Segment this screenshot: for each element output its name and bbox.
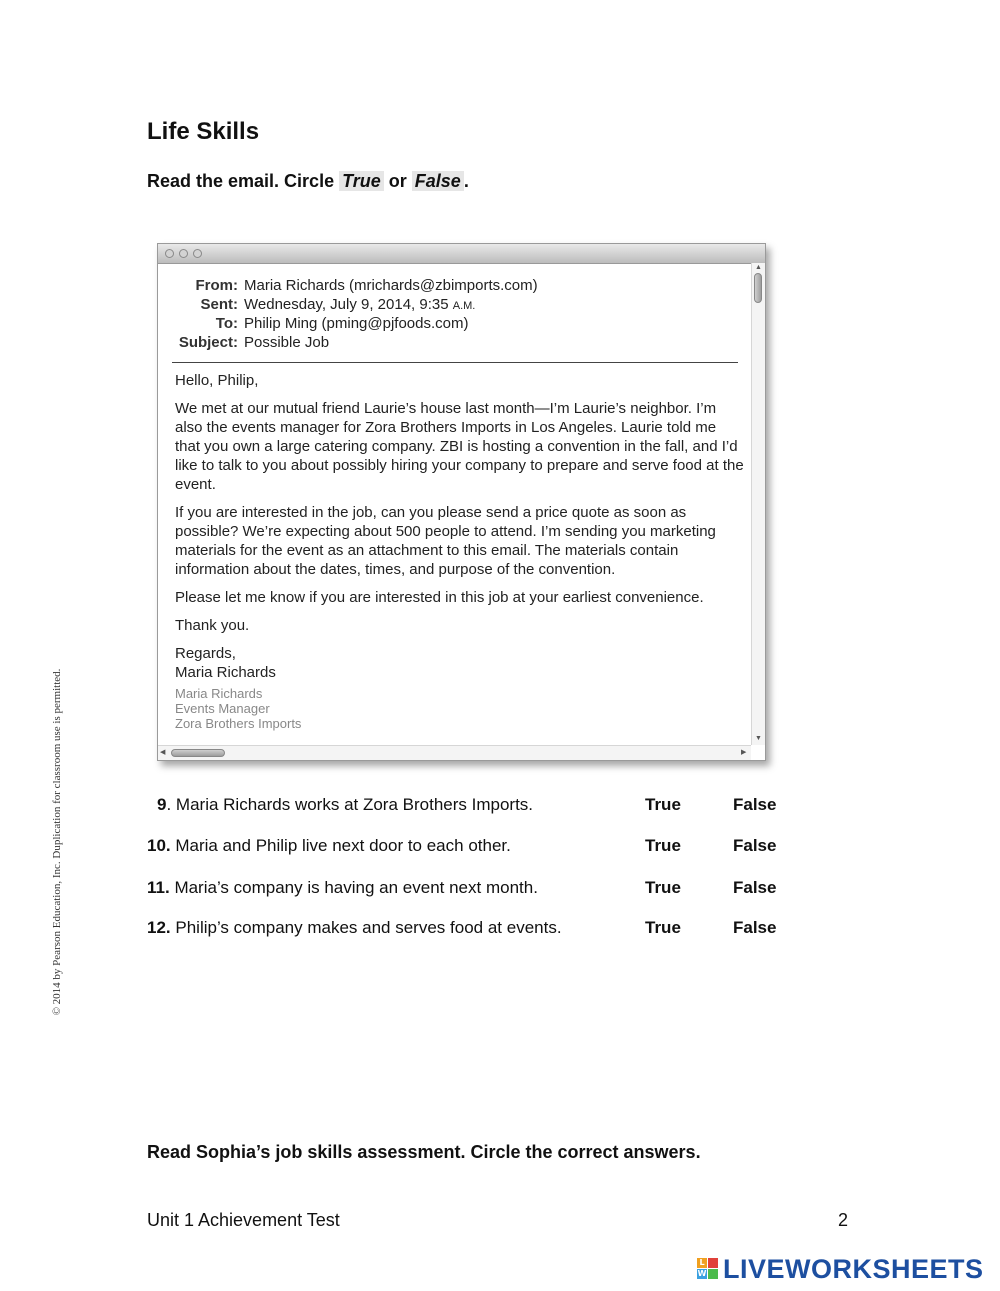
signature-line: Events Manager (175, 701, 270, 716)
logo-text: LIVEWORKSHEETS (723, 1254, 984, 1284)
header-value: Possible Job (244, 334, 330, 351)
close-window-button[interactable] (165, 249, 174, 258)
minimize-window-button[interactable] (179, 249, 188, 258)
answer-true[interactable]: True (645, 878, 681, 897)
zoom-window-button[interactable] (193, 249, 202, 258)
header-value: Maria Richards (mrichards@zbimports.com) (244, 277, 538, 294)
horizontal-scrollbar[interactable] (158, 745, 751, 760)
answer-false[interactable]: False (733, 918, 777, 937)
page-number: 2 (838, 1210, 849, 1230)
copyright-notice: © 2014 by Pearson Education, Inc. Duplication for classroom use is permitted. (51, 668, 63, 1016)
question-text: Maria and Philip live next door to each other. (175, 836, 511, 855)
email-paragraph: We met at our mutual friend Laurie’s house last month—I’m Laurie’s neighbor. I’m also the events manager for Zora Brothers Imports in Los Angeles. Laurie told me that you own a large catering company. ZBI is hosting a convention in the fall, and I’d like to talk to you about possibly hiring your company to prepare and serve food at the event. (175, 400, 744, 493)
cube-blank (708, 1269, 718, 1279)
question-text: Maria’s company is having an event next month. (174, 878, 538, 897)
question-number: 11. (147, 878, 170, 897)
answer-false[interactable]: False (733, 795, 777, 814)
window-titlebar (158, 244, 765, 264)
question-text: Maria Richards works at Zora Brothers Imports. (175, 795, 534, 814)
instruction-middle: or (383, 171, 412, 191)
email-paragraph: Thank you. (175, 617, 250, 634)
question-number: 9 (157, 795, 167, 814)
horizontal-scroll-thumb[interactable] (171, 749, 225, 757)
answer-true[interactable]: True (645, 795, 681, 814)
question-item (147, 836, 511, 856)
question-punct: . (166, 795, 176, 814)
sender-name: Maria Richards (175, 664, 276, 681)
cube-letter: W (697, 1269, 707, 1278)
header-label: To: (215, 315, 238, 332)
scroll-right-arrow-icon[interactable]: ▶ (741, 749, 747, 756)
question-number: 10. (147, 836, 171, 855)
email-signature (175, 686, 745, 731)
header-label: From: (195, 277, 238, 294)
answer-true[interactable]: True (645, 918, 681, 937)
signature-line: Maria Richards (175, 686, 263, 701)
closing-text: Regards, (175, 645, 236, 662)
question-text: Philip’s company makes and serves food at events. (175, 918, 562, 937)
instruction-true-false (147, 171, 469, 192)
header-value: Wednesday, July 9, 2014, 9:35 (244, 296, 453, 313)
option-true-label: True (339, 171, 384, 191)
email-closing (175, 644, 745, 682)
vertical-scrollbar[interactable] (751, 263, 765, 745)
email-window (157, 243, 766, 761)
signature-line: Zora Brothers Imports (175, 716, 302, 731)
logo-cubes-icon (697, 1258, 719, 1280)
question-item (147, 918, 562, 938)
header-label: Subject: (178, 334, 238, 351)
instruction-suffix: . (463, 171, 469, 191)
header-value: Philip Ming (pming@pjfoods.com) (244, 315, 469, 332)
email-greeting: Hello, Philip, (175, 372, 259, 389)
instruction-prefix: Read the email. Circle (147, 171, 340, 191)
cube-letter: L (697, 1258, 707, 1268)
vertical-scroll-thumb[interactable] (754, 273, 762, 303)
instruction-job-skills: Read Sophia’s job skills assessment. Circle the correct answers. (147, 1142, 701, 1162)
header-value-suffix: A.M. (452, 300, 476, 312)
header-divider (172, 362, 738, 363)
question-item (147, 878, 538, 898)
email-paragraph: Please let me know if you are interested in this job at your earliest convenience. (175, 589, 704, 606)
scroll-up-arrow-icon[interactable]: ▲ (755, 264, 762, 271)
scroll-down-arrow-icon[interactable]: ▼ (755, 735, 762, 742)
section-title: Life Skills (147, 118, 260, 145)
question-item (157, 795, 533, 815)
header-label: Sent: (200, 296, 238, 313)
scroll-left-arrow-icon[interactable]: ◀ (160, 749, 166, 756)
option-false-label: False (412, 171, 464, 191)
answer-false[interactable]: False (733, 878, 777, 897)
question-number: 12. (147, 918, 171, 937)
email-paragraph: If you are interested in the job, can you please send a price quote as soon as possible? We’re expecting about 500 people to attend. I’m sending you marketing materials for the event as an attachment to this email. The materials contain information about the dates, times, and purpose of the convention. (175, 504, 716, 578)
answer-true[interactable]: True (645, 836, 681, 855)
footer-title: Unit 1 Achievement Test (147, 1210, 340, 1230)
email-body (175, 371, 745, 731)
cube-blank (708, 1258, 718, 1268)
header-value-wrap (244, 296, 475, 313)
answer-false[interactable]: False (733, 836, 777, 855)
